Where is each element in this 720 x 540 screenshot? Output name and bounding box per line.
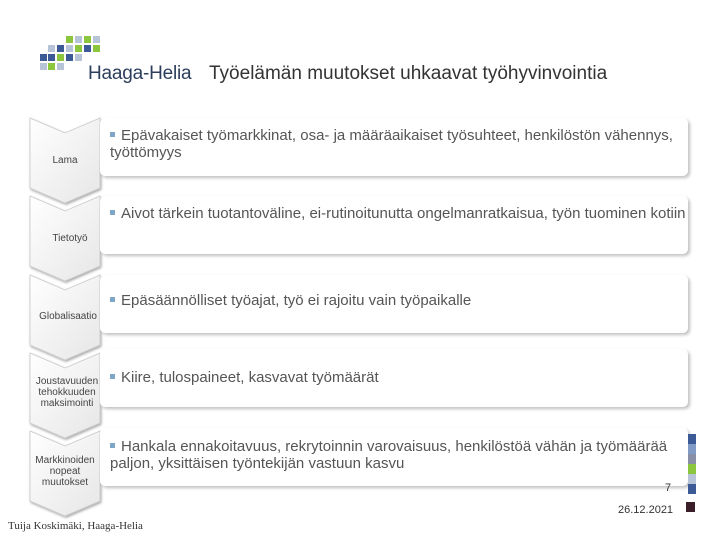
- color-bar-dark: [686, 502, 695, 512]
- bullet-item: Kiire, tulospaineet, kasvavat työmäärät: [110, 369, 379, 386]
- bullet-box: [100, 428, 688, 486]
- bullet-box: [100, 118, 688, 176]
- bullet-square-icon: [110, 374, 115, 379]
- bullet-item: Hankala ennakoitavuus, rekrytoinnin varovaisuus, henkilöstöä vähän ja työmäärää paljon, yksittäisen työntekijän vastuun kasvu: [110, 438, 668, 472]
- bullet-item: Epäsäännölliset työajat, työ ei rajoitu vain työpaikalle: [110, 292, 471, 309]
- chevron-label: Joustavuuden tehokkuuden maksimointi: [35, 376, 99, 409]
- author-label: Tuija Koskimäki, Haaga-Helia: [8, 520, 143, 532]
- bullet-square-icon: [110, 210, 115, 215]
- color-bar: [688, 434, 696, 494]
- chevron-label: Lama: [52, 155, 78, 166]
- page-number: 7: [665, 482, 672, 494]
- bullet-item: Aivot tärkein tuotantoväline, ei-rutinoitunutta ongelmanratkaisua, työn tuominen kotiin: [110, 205, 686, 222]
- bullet-item: Epävakaiset työmarkkinat, osa- ja määräaikaiset työsuhteet, henkilöstön vähennys, työttömyys: [110, 127, 673, 161]
- chevron-label: Markkinoiden nopeat muutokset: [35, 455, 95, 488]
- chevron-label: Tietotyö: [52, 233, 88, 244]
- chevron-label: Globalisaatio: [39, 311, 97, 322]
- bullet-box: [100, 275, 688, 333]
- brand-name: Haaga-Helia: [88, 63, 192, 84]
- bullet-box: [100, 196, 688, 254]
- bullet-square-icon: [110, 132, 115, 137]
- bullet-square-icon: [110, 297, 115, 302]
- date-label: 26.12.2021: [618, 504, 674, 516]
- bullet-box: [100, 349, 688, 407]
- page-title: Työelämän muutokset uhkaavat työhyvinvointia: [209, 63, 608, 84]
- bullet-square-icon: [110, 443, 115, 448]
